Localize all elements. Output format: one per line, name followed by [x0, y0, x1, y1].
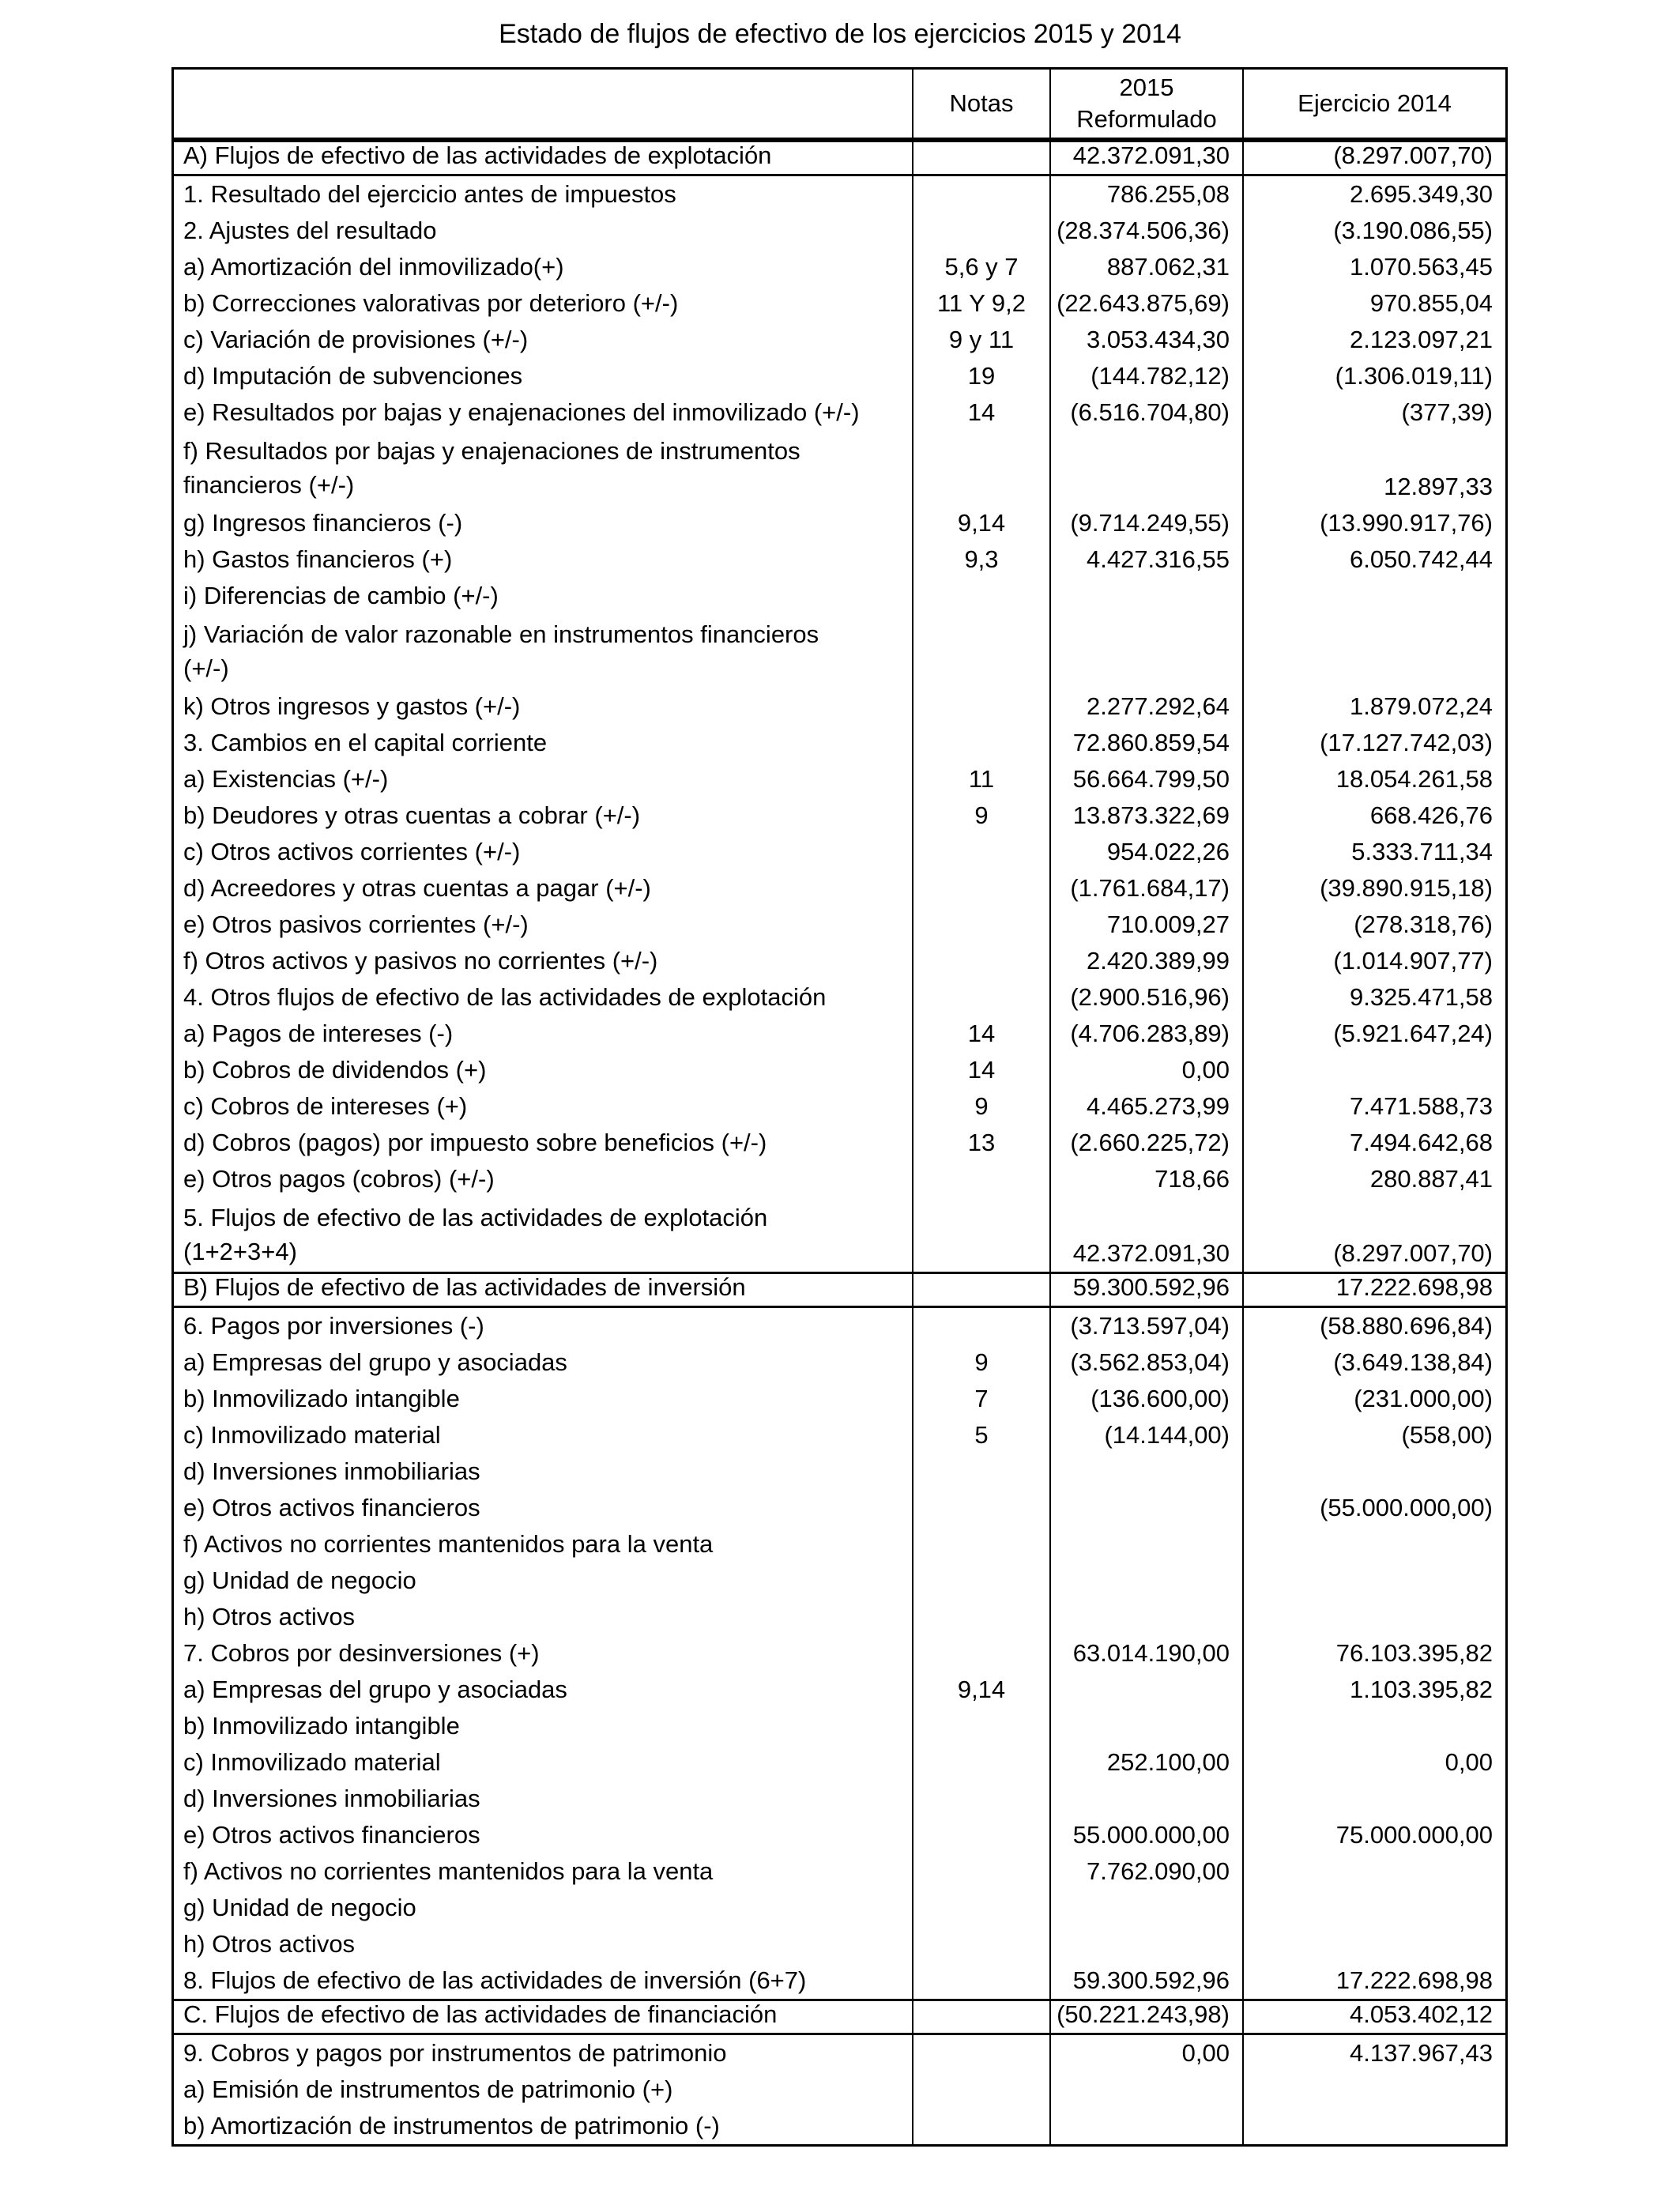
row-label: g) Unidad de negocio [183, 1566, 416, 1594]
row-nota [912, 943, 1049, 979]
row-value-2015: 63.014.190,00 [1049, 1635, 1242, 1672]
row-nota: 9 [912, 1088, 1049, 1125]
row-label: e) Otros activos financieros [183, 1494, 480, 1521]
row-label: 2. Ajustes del resultado [183, 217, 437, 244]
table-row [174, 1708, 1505, 1744]
row-value-2014: 6.050.742,44 [1242, 541, 1505, 578]
row-label: g) Ingresos financieros (-) [183, 509, 463, 537]
table-row [174, 1890, 1505, 1926]
row-nota [912, 1853, 1049, 1890]
row-nota [912, 1926, 1049, 1962]
table-row [174, 2035, 1505, 2071]
row-label: a) Pagos de intereses (-) [183, 1020, 454, 1047]
row-value-2014: 2.695.349,30 [1242, 176, 1505, 213]
row-label-line2: (+/-) [183, 654, 229, 682]
row-nota: 13 [912, 1125, 1049, 1161]
table-header [174, 70, 1505, 140]
row-value-2015: 3.053.434,30 [1049, 322, 1242, 358]
row-nota: 9,14 [912, 505, 1049, 541]
table-row [174, 907, 1505, 943]
row-label: b) Deudores y otras cuentas a cobrar (+/-) [183, 801, 641, 829]
row-label: d) Imputación de subvenciones [183, 362, 523, 390]
row-value-2015: (22.643.875,69) [1049, 285, 1242, 322]
row-value-2014: 9.325.471,58 [1242, 979, 1505, 1016]
row-value-2015: 4.427.316,55 [1049, 541, 1242, 578]
table-row [174, 870, 1505, 907]
row-label: e) Otros pagos (cobros) (+/-) [183, 1165, 495, 1193]
row-value-2015 [1049, 1526, 1242, 1563]
table-row [174, 541, 1505, 578]
table-row [174, 943, 1505, 979]
row-value-2014: (558,00) [1242, 1417, 1505, 1453]
row-value-2015: 718,66 [1049, 1161, 1242, 1197]
row-label: b) Inmovilizado intangible [183, 1712, 460, 1740]
row-nota [912, 578, 1049, 614]
row-value-2015: 887.062,31 [1049, 249, 1242, 285]
table-row [174, 1308, 1505, 1344]
table-row [174, 1197, 1505, 1272]
row-value-2014: 17.222.698,98 [1242, 1962, 1505, 1999]
row-label: k) Otros ingresos y gastos (+/-) [183, 692, 521, 720]
row-value-2015 [1049, 1926, 1242, 1962]
row-label-line1: f) Resultados por bajas y enajenaciones de instrumentos [183, 437, 800, 465]
table-row [174, 1417, 1505, 1453]
table-row [174, 979, 1505, 1016]
header-ejercicio-2014: Ejercicio 2014 [1242, 70, 1505, 138]
row-label: b) Cobros de dividendos (+) [183, 1056, 487, 1084]
row-label: 3. Cambios en el capital corriente [183, 729, 548, 756]
row-value-2014: (55.000.000,00) [1242, 1490, 1505, 1526]
row-value-2014: 18.054.261,58 [1242, 761, 1505, 797]
row-value-2014 [1242, 1052, 1505, 1088]
row-nota [912, 176, 1049, 213]
row-label: f) Activos no corrientes mantenidos para la venta [183, 1530, 714, 1558]
table-row [174, 358, 1505, 394]
row-label: e) Otros pasivos corrientes (+/-) [183, 910, 529, 938]
row-value-2015: (3.562.853,04) [1049, 1344, 1242, 1381]
row-nota [912, 1526, 1049, 1563]
table-row [174, 1052, 1505, 1088]
row-nota [912, 1599, 1049, 1635]
page-title: Estado de flujos de efectivo de los ejercicios 2015 y 2014 [499, 19, 1181, 49]
table-row [174, 1962, 1505, 1999]
row-nota [912, 1962, 1049, 1999]
row-value-2015: (50.221.243,98) [1049, 2001, 1242, 2033]
row-nota: 11 [912, 761, 1049, 797]
row-value-2014: (1.014.907,77) [1242, 943, 1505, 979]
row-value-2015 [1049, 2108, 1242, 2144]
row-nota [912, 834, 1049, 870]
table-row [174, 797, 1505, 834]
row-nota: 5 [912, 1417, 1049, 1453]
row-value-2015: 13.873.322,69 [1049, 797, 1242, 834]
table-row [174, 1817, 1505, 1853]
table-row [174, 176, 1505, 213]
row-value-2015: (3.713.597,04) [1049, 1308, 1242, 1344]
row-value-2015: 42.372.091,30 [1049, 1197, 1242, 1272]
row-nota: 14 [912, 1016, 1049, 1052]
row-value-2014 [1242, 1526, 1505, 1563]
row-value-2015: 42.372.091,30 [1049, 142, 1242, 174]
table-row [174, 1381, 1505, 1417]
row-value-2015 [1049, 614, 1242, 688]
table-row [174, 1781, 1505, 1817]
row-value-2014: 2.123.097,21 [1242, 322, 1505, 358]
row-value-2014 [1242, 1599, 1505, 1635]
row-label: 1. Resultado del ejercicio antes de impuestos [183, 180, 676, 208]
row-nota: 9,3 [912, 541, 1049, 578]
row-value-2014 [1242, 1708, 1505, 1744]
row-label [174, 431, 912, 505]
row-value-2014: (8.297.007,70) [1242, 142, 1505, 174]
row-value-2015: (136.600,00) [1049, 1381, 1242, 1417]
table-row [174, 322, 1505, 358]
row-label: A) Flujos de efectivo de las actividades de explotación [183, 142, 772, 169]
row-label: c) Inmovilizado material [183, 1748, 441, 1776]
section-row [174, 1272, 1505, 1308]
table-row [174, 249, 1505, 285]
row-value-2014 [1242, 1853, 1505, 1890]
row-value-2014: 7.494.642,68 [1242, 1125, 1505, 1161]
row-label: f) Activos no corrientes mantenidos para la venta [183, 1857, 714, 1885]
row-nota [912, 688, 1049, 725]
row-label-line2: (1+2+3+4) [183, 1238, 297, 1265]
table-row [174, 1088, 1505, 1125]
row-label: C. Flujos de efectivo de las actividades de financiación [183, 2001, 778, 2028]
row-value-2014: (8.297.007,70) [1242, 1197, 1505, 1272]
row-value-2015: 2.420.389,99 [1049, 943, 1242, 979]
row-label: d) Inversiones inmobiliarias [183, 1785, 480, 1812]
row-value-2015: 786.255,08 [1049, 176, 1242, 213]
header-notas: Notas [912, 70, 1049, 138]
row-label: a) Empresas del grupo y asociadas [183, 1676, 567, 1703]
row-value-2014: (17.127.742,03) [1242, 725, 1505, 761]
row-nota [912, 2071, 1049, 2108]
table-row [174, 1016, 1505, 1052]
row-value-2015: (28.374.506,36) [1049, 213, 1242, 249]
table-row [174, 725, 1505, 761]
section-row [174, 1999, 1505, 2035]
table-row [174, 2071, 1505, 2108]
table-row [174, 285, 1505, 322]
table-row [174, 1125, 1505, 1161]
table-row [174, 1490, 1505, 1526]
table-row [174, 1926, 1505, 1962]
row-nota [912, 1890, 1049, 1926]
row-value-2015 [1049, 1453, 1242, 1490]
row-nota [912, 1817, 1049, 1853]
row-value-2015: 55.000.000,00 [1049, 1817, 1242, 1853]
row-label: c) Variación de provisiones (+/-) [183, 326, 529, 353]
row-label: c) Cobros de intereses (+) [183, 1092, 468, 1120]
row-label: a) Amortización del inmovilizado(+) [183, 253, 564, 281]
table-row [174, 1344, 1505, 1381]
row-label: 9. Cobros y pagos por instrumentos de patrimonio [183, 2039, 727, 2067]
row-nota: 9 [912, 797, 1049, 834]
row-value-2015 [1049, 1781, 1242, 1817]
table-row [174, 2108, 1505, 2144]
section-row [174, 140, 1505, 176]
row-value-2014: (58.880.696,84) [1242, 1308, 1505, 1344]
table-row [174, 1161, 1505, 1197]
row-value-2015: (2.660.225,72) [1049, 1125, 1242, 1161]
row-label: c) Otros activos corrientes (+/-) [183, 838, 521, 865]
row-nota [912, 1197, 1049, 1272]
row-value-2014 [1242, 1890, 1505, 1926]
row-label: 6. Pagos por inversiones (-) [183, 1312, 484, 1340]
row-value-2015 [1049, 1672, 1242, 1708]
row-nota: 9,14 [912, 1672, 1049, 1708]
table-row [174, 578, 1505, 614]
header-reformulado: Reformulado [1076, 105, 1217, 133]
table-row [174, 1526, 1505, 1563]
row-label: 4. Otros flujos de efectivo de las actividades de explotación [183, 983, 827, 1011]
row-value-2014: (377,39) [1242, 394, 1505, 431]
table-row [174, 834, 1505, 870]
row-value-2014: 7.471.588,73 [1242, 1088, 1505, 1125]
row-value-2014: (1.306.019,11) [1242, 358, 1505, 394]
row-label: a) Existencias (+/-) [183, 765, 389, 793]
row-nota [912, 2035, 1049, 2071]
row-value-2015 [1049, 1890, 1242, 1926]
row-value-2014: 4.053.402,12 [1242, 2001, 1505, 2033]
table-row [174, 1744, 1505, 1781]
row-nota [912, 1563, 1049, 1599]
row-nota [912, 2001, 1049, 2033]
table-row [174, 431, 1505, 505]
row-value-2015: (14.144,00) [1049, 1417, 1242, 1453]
table-row [174, 688, 1505, 725]
row-label: c) Inmovilizado material [183, 1421, 441, 1449]
row-label: e) Otros activos financieros [183, 1821, 480, 1849]
table-row [174, 1853, 1505, 1890]
row-value-2014: (231.000,00) [1242, 1381, 1505, 1417]
table-row [174, 1672, 1505, 1708]
row-value-2014: 668.426,76 [1242, 797, 1505, 834]
row-value-2015 [1049, 1490, 1242, 1526]
table-row [174, 614, 1505, 688]
row-value-2015: (6.516.704,80) [1049, 394, 1242, 431]
row-value-2014: (278.318,76) [1242, 907, 1505, 943]
row-value-2015: (4.706.283,89) [1049, 1016, 1242, 1052]
row-value-2014: (13.990.917,76) [1242, 505, 1505, 541]
header-2015 [1049, 70, 1242, 138]
row-value-2014: 970.855,04 [1242, 285, 1505, 322]
row-value-2014: 0,00 [1242, 1744, 1505, 1781]
row-value-2014 [1242, 1453, 1505, 1490]
row-nota [912, 725, 1049, 761]
table-body [174, 140, 1505, 2144]
row-value-2014 [1242, 578, 1505, 614]
row-label: h) Otros activos [183, 1930, 356, 1958]
row-value-2015: 7.762.090,00 [1049, 1853, 1242, 1890]
row-value-2014 [1242, 2108, 1505, 2144]
table-row [174, 1453, 1505, 1490]
row-value-2015 [1049, 1599, 1242, 1635]
row-value-2014 [1242, 614, 1505, 688]
row-nota [912, 213, 1049, 249]
row-value-2014: 1.103.395,82 [1242, 1672, 1505, 1708]
row-value-2014 [1242, 2071, 1505, 2108]
row-value-2014: 5.333.711,34 [1242, 834, 1505, 870]
row-value-2015: 954.022,26 [1049, 834, 1242, 870]
row-value-2015: 59.300.592,96 [1049, 1962, 1242, 1999]
row-label: f) Otros activos y pasivos no corrientes (+/-) [183, 947, 658, 974]
row-nota: 14 [912, 1052, 1049, 1088]
row-label-line1: 5. Flujos de efectivo de las actividades de explotación [183, 1204, 768, 1231]
table-row [174, 1599, 1505, 1635]
row-nota: 9 [912, 1344, 1049, 1381]
table-row [174, 505, 1505, 541]
row-label: d) Cobros (pagos) por impuesto sobre beneficios (+/-) [183, 1129, 767, 1156]
row-label: g) Unidad de negocio [183, 1894, 416, 1921]
row-nota: 9 y 11 [912, 322, 1049, 358]
row-label: b) Correcciones valorativas por deterioro (+/-) [183, 289, 679, 317]
row-nota [912, 1708, 1049, 1744]
row-label: 7. Cobros por desinversiones (+) [183, 1639, 540, 1667]
row-label: a) Emisión de instrumentos de patrimonio (+) [183, 2075, 673, 2103]
row-value-2015: (144.782,12) [1049, 358, 1242, 394]
row-value-2014: 280.887,41 [1242, 1161, 1505, 1197]
row-value-2015: (2.900.516,96) [1049, 979, 1242, 1016]
row-value-2015: 56.664.799,50 [1049, 761, 1242, 797]
row-value-2015: 59.300.592,96 [1049, 1274, 1242, 1306]
row-nota [912, 1308, 1049, 1344]
row-label [174, 614, 912, 688]
table-row [174, 394, 1505, 431]
row-value-2014: 1.879.072,24 [1242, 688, 1505, 725]
row-value-2015 [1049, 1563, 1242, 1599]
row-value-2014: 75.000.000,00 [1242, 1817, 1505, 1853]
row-nota [912, 907, 1049, 943]
row-label: h) Otros activos [183, 1603, 356, 1630]
row-nota [912, 1781, 1049, 1817]
row-nota: 11 Y 9,2 [912, 285, 1049, 322]
table-row [174, 1635, 1505, 1672]
header-year-2015: 2015 [1119, 74, 1174, 101]
row-value-2015 [1049, 2071, 1242, 2108]
row-value-2015: 710.009,27 [1049, 907, 1242, 943]
row-nota: 5,6 y 7 [912, 249, 1049, 285]
table-row [174, 761, 1505, 797]
row-value-2015 [1049, 578, 1242, 614]
row-value-2015 [1049, 1708, 1242, 1744]
row-value-2014 [1242, 1926, 1505, 1962]
row-value-2015: 2.277.292,64 [1049, 688, 1242, 725]
row-value-2014 [1242, 1781, 1505, 1817]
row-nota [912, 1744, 1049, 1781]
row-label: i) Diferencias de cambio (+/-) [183, 582, 499, 609]
row-value-2014: (5.921.647,24) [1242, 1016, 1505, 1052]
table-row [174, 213, 1505, 249]
row-value-2014: (39.890.915,18) [1242, 870, 1505, 907]
row-label: b) Inmovilizado intangible [183, 1385, 460, 1412]
header-concept [174, 70, 912, 138]
row-value-2015: (9.714.249,55) [1049, 505, 1242, 541]
row-value-2014: 12.897,33 [1242, 431, 1505, 505]
row-value-2014: 1.070.563,45 [1242, 249, 1505, 285]
row-value-2015: (1.761.684,17) [1049, 870, 1242, 907]
row-nota [912, 1274, 1049, 1306]
row-label-line2: financieros (+/-) [183, 471, 355, 499]
row-value-2014 [1242, 1563, 1505, 1599]
row-label: h) Gastos financieros (+) [183, 545, 453, 573]
row-label: d) Inversiones inmobiliarias [183, 1457, 480, 1485]
row-label: b) Amortización de instrumentos de patrimonio (-) [183, 2112, 720, 2139]
row-nota [912, 1635, 1049, 1672]
row-nota [912, 1161, 1049, 1197]
row-value-2015: 0,00 [1049, 2035, 1242, 2071]
table-row [174, 1563, 1505, 1599]
row-label: a) Empresas del grupo y asociadas [183, 1348, 567, 1376]
row-label-line1: j) Variación de valor razonable en instrumentos financieros [183, 620, 819, 648]
row-nota [912, 614, 1049, 688]
row-nota: 19 [912, 358, 1049, 394]
row-value-2015: 0,00 [1049, 1052, 1242, 1088]
row-nota [912, 979, 1049, 1016]
row-nota: 7 [912, 1381, 1049, 1417]
row-label: 8. Flujos de efectivo de las actividades de inversión (6+7) [183, 1966, 807, 1994]
row-value-2014: (3.190.086,55) [1242, 213, 1505, 249]
cash-flow-table [171, 67, 1508, 2147]
row-value-2015: 4.465.273,99 [1049, 1088, 1242, 1125]
row-label: B) Flujos de efectivo de las actividades de inversión [183, 1274, 746, 1301]
row-label [174, 1197, 912, 1272]
row-value-2015: 252.100,00 [1049, 1744, 1242, 1781]
row-value-2015 [1049, 431, 1242, 505]
row-nota [912, 142, 1049, 174]
row-nota [912, 1490, 1049, 1526]
row-value-2014: (3.649.138,84) [1242, 1344, 1505, 1381]
row-nota [912, 870, 1049, 907]
row-value-2014: 4.137.967,43 [1242, 2035, 1505, 2071]
row-nota [912, 1453, 1049, 1490]
row-nota [912, 431, 1049, 505]
row-value-2014: 76.103.395,82 [1242, 1635, 1505, 1672]
row-nota: 14 [912, 394, 1049, 431]
row-nota [912, 2108, 1049, 2144]
row-value-2015: 72.860.859,54 [1049, 725, 1242, 761]
row-label: d) Acreedores y otras cuentas a pagar (+/-) [183, 874, 651, 902]
row-value-2014: 17.222.698,98 [1242, 1274, 1505, 1306]
row-label: e) Resultados por bajas y enajenaciones del inmovilizado (+/-) [183, 398, 860, 426]
